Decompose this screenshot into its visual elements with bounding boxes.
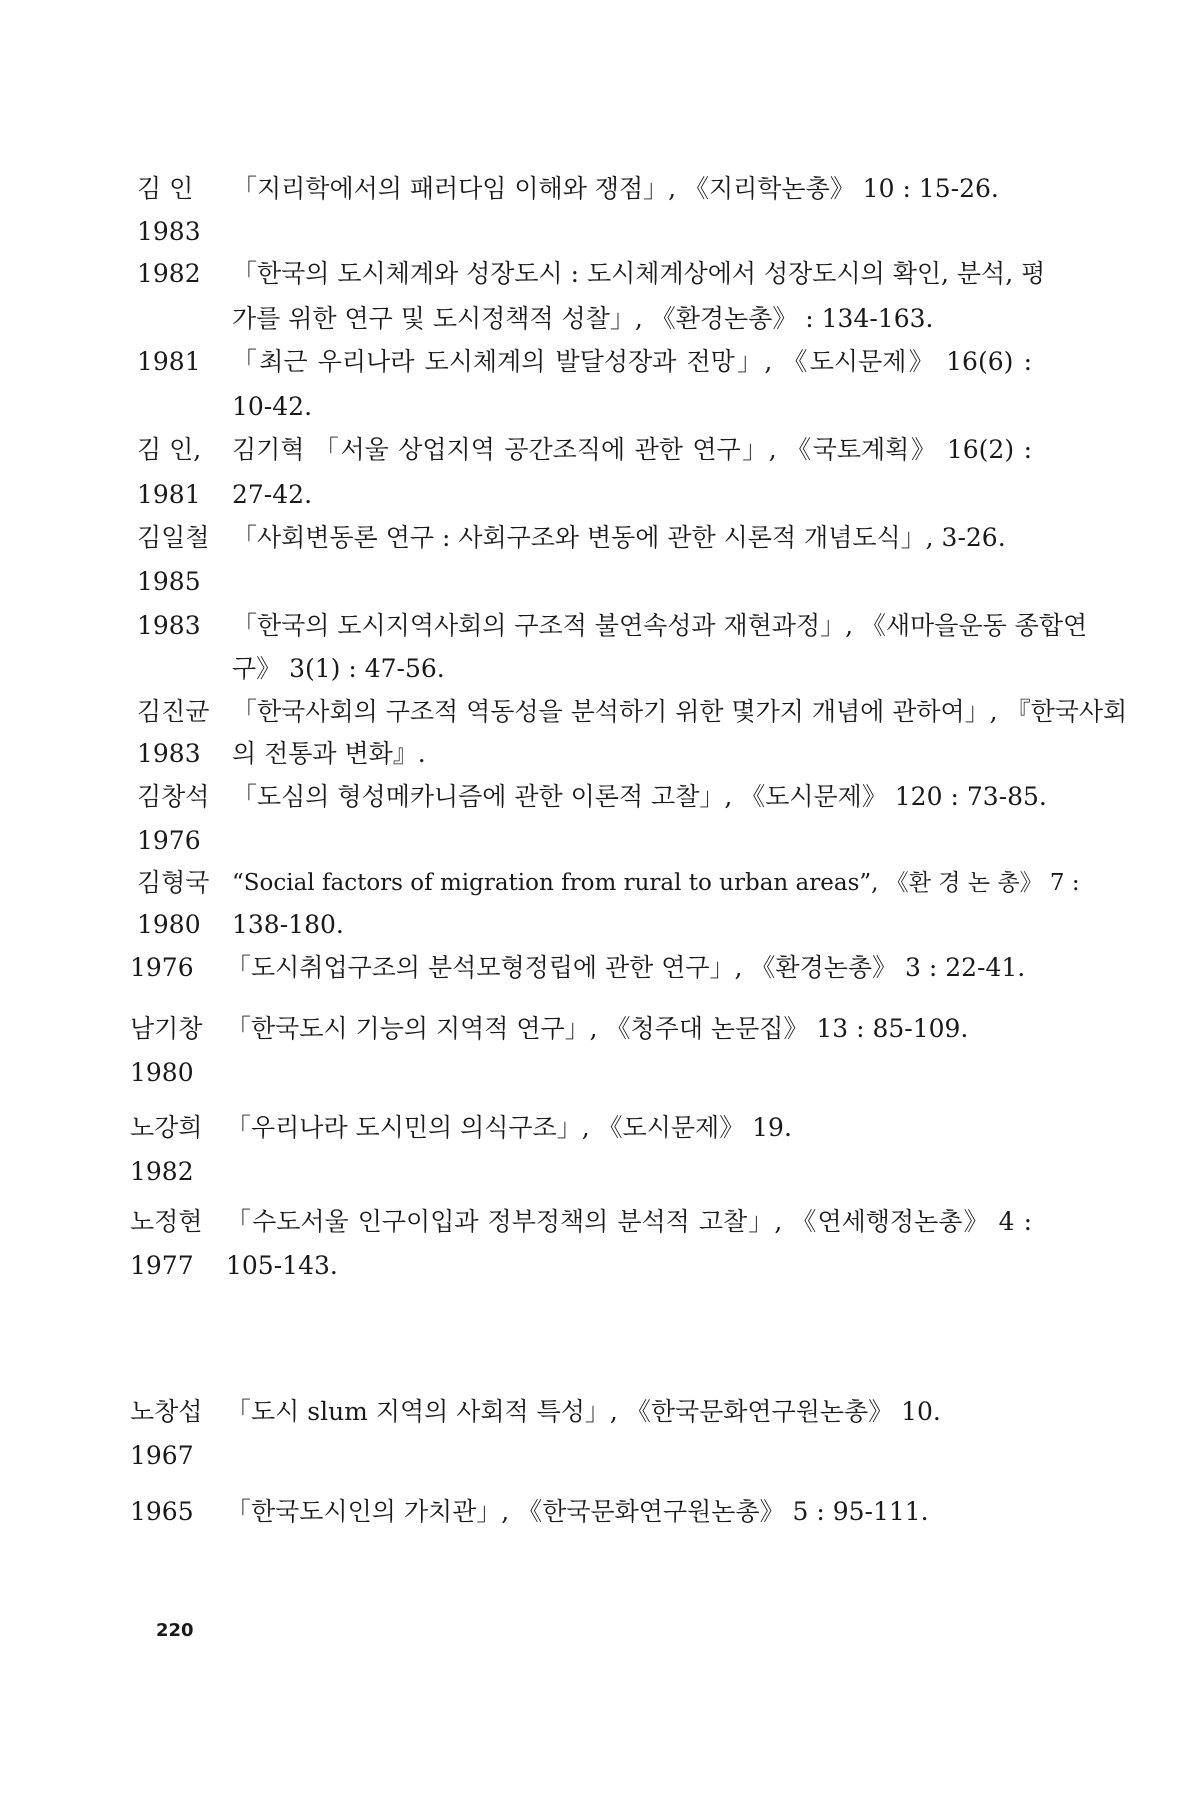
publication-year: 1980	[137, 910, 201, 939]
publication-year: 1983	[137, 611, 201, 640]
citation-text: 「사회변동론 연구 : 사회구조와 변동에 관한 시론적 개념도식」, 3-26.	[232, 523, 1006, 552]
publication-year: 1977	[130, 1251, 194, 1280]
citation-text: 「한국도시인의 가치관」, 《한국문화연구원논총》 5 : 95-111.	[226, 1497, 929, 1526]
author-name: 노강희	[130, 1113, 203, 1142]
publication-year: 1976	[130, 953, 194, 982]
page-number: 220	[156, 1620, 194, 1641]
citation-text: 「한국사회의 구조적 역동성을 분석하기 위한 몇가지 개념에 관하여」, 『한국사회	[232, 697, 1128, 726]
citation-text: 의 전통과 변화』.	[232, 739, 426, 768]
citation-text: 「지리학에서의 패러다임 이해와 쟁점」, 《지리학논총》 10 : 15-26.	[232, 174, 999, 203]
citation-text: 「한국의 도시지역사회의 구조적 불연속성과 재현과정」, 《새마을운동 종합연	[232, 611, 1088, 640]
citation-text: 가를 위한 연구 및 도시정책적 성찰」, 《환경논총》 : 134-163.	[232, 304, 934, 333]
author-name: 노창섭	[130, 1397, 203, 1426]
citation-text: 「도시취업구조의 분석모형정립에 관한 연구」, 《환경논총》 3 : 22-41.	[226, 953, 1026, 982]
author-name: 김 인	[137, 174, 194, 203]
citation-text: 「한국도시 기능의 지역적 연구」, 《청주대 논문집》 13 : 85-109.	[226, 1014, 969, 1043]
publication-year: 1967	[130, 1441, 194, 1470]
author-name: 노정현	[130, 1207, 203, 1236]
publication-year: 1965	[130, 1497, 194, 1526]
author-name: 김진균	[137, 697, 210, 726]
citation-text: 「우리나라 도시민의 의식구조」, 《도시문제》 19.	[226, 1113, 792, 1142]
citation-text: 「최근 우리나라 도시체계의 발달성장과 전망」, 《도시문제》 16(6) :	[232, 347, 1032, 376]
citation-text: 김기혁 「서울 상업지역 공간조직에 관한 연구」, 《국토계획》 16(2) :	[232, 435, 1032, 464]
publication-year: 1983	[137, 217, 201, 246]
author-name: 남기창	[130, 1014, 203, 1043]
publication-year: 1982	[137, 259, 201, 288]
citation-text: 10-42.	[232, 392, 313, 421]
publication-year: 1980	[130, 1058, 194, 1087]
author-name: 김형국	[137, 868, 210, 897]
publication-year: 1976	[137, 826, 201, 855]
citation-text: 「한국의 도시체계와 성장도시 : 도시체계상에서 성장도시의 확인, 분석, 평	[232, 259, 1046, 288]
citation-text: 「도시 slum 지역의 사회적 특성」, 《한국문화연구원논총》 10.	[226, 1397, 941, 1426]
publication-year: 1981	[137, 480, 201, 509]
citation-text: 구》 3(1) : 47-56.	[232, 654, 445, 683]
citation-text: 「수도서울 인구이입과 정부정책의 분석적 고찰」, 《연세행정논총》 4 :	[226, 1207, 1032, 1236]
author-name: 김일철	[137, 523, 210, 552]
citation-text: 27-42.	[232, 480, 313, 509]
citation-text: 138-180.	[232, 910, 344, 939]
citation-text: “Social factors of migration from rural to urban areas”, 《환 경 논 총》 7 :	[232, 870, 1080, 896]
citation-text: 105-143.	[226, 1251, 338, 1280]
publication-year: 1981	[137, 347, 201, 376]
author-name: 김 인,	[137, 435, 202, 464]
publication-year: 1985	[137, 567, 201, 596]
citation-text: 「도심의 형성메카니즘에 관한 이론적 고찰」, 《도시문제》 120 : 73-85.	[232, 782, 1047, 811]
publication-year: 1983	[137, 739, 201, 768]
author-name: 김창석	[137, 782, 210, 811]
publication-year: 1982	[130, 1157, 194, 1186]
